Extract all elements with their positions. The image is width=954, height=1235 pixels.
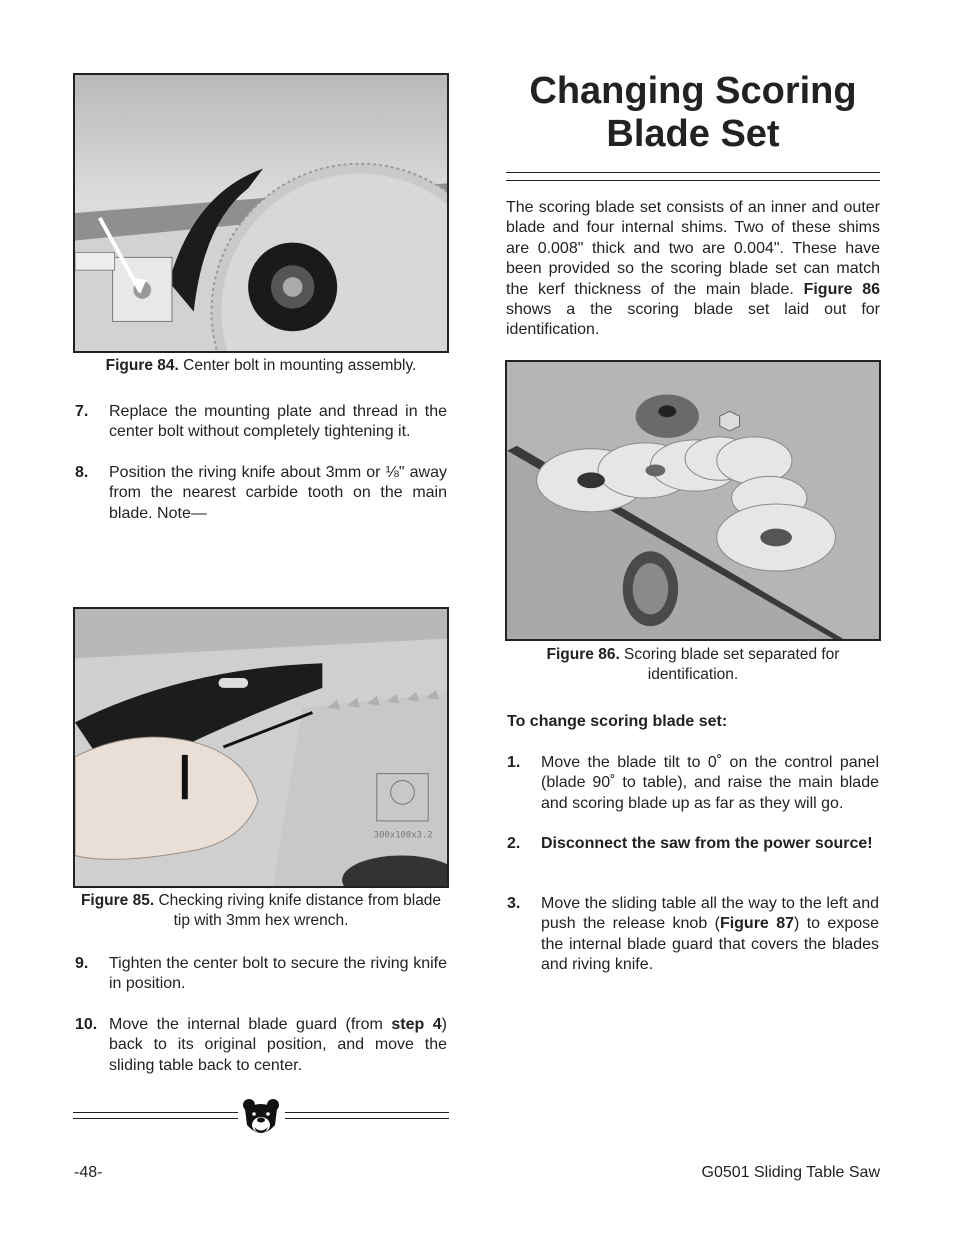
procedure-step-2-text: Disconnect the saw from the power source! [541, 835, 873, 852]
intro-text-b: shows a the scoring blade set laid out for identification. [506, 301, 880, 339]
procedure-step-3-number: 3. [507, 895, 521, 912]
procedure-step-3 [507, 894, 879, 978]
step-9 [75, 954, 447, 998]
step-10-text-a: Move the internal blade guard (from [109, 1016, 392, 1033]
blade-stamp-text: 300x100x3.2 [373, 830, 433, 841]
logo-divider-left-top [73, 1112, 238, 1113]
step-7-number: 7. [75, 403, 89, 420]
step-10 [75, 1015, 447, 1079]
procedure-step-3-text [541, 894, 879, 976]
step-7-text: Replace the mounting plate and thread in the center bolt without completely tightening it. [109, 403, 447, 441]
procedure-step-1-number: 1. [507, 754, 521, 771]
step-10-text [109, 1015, 447, 1076]
page-number: -48- [74, 1164, 103, 1181]
manual-title: G0501 Sliding Table Saw [701, 1164, 880, 1181]
figure-84-photo [73, 73, 449, 353]
figure-84-label: Figure 84. [105, 357, 179, 374]
step-9-text: Tighten the center bolt to secure the riving knife in position. [109, 955, 447, 993]
figure-84-text: Center bolt in mounting assembly. [178, 357, 417, 374]
figure-86-caption [505, 645, 881, 685]
page-title [506, 70, 880, 156]
title-rule-top [506, 172, 880, 173]
step-9-number: 9. [75, 955, 89, 972]
procedure-step-3-text-a: Move the sliding table all the way to the left and push the release knob ( [541, 895, 879, 933]
figure-84-caption [73, 356, 449, 376]
step-8 [75, 463, 447, 527]
bear-logo-icon [240, 1097, 282, 1139]
figure-85-label: Figure 85. [80, 892, 155, 909]
procedure-step-1 [507, 753, 879, 817]
figure-86-photo [505, 360, 881, 641]
figure-86-text: Scoring blade set separated for identification. [619, 646, 840, 683]
intro-paragraph [506, 198, 880, 341]
logo-divider-right-bottom [285, 1118, 449, 1119]
figure-85-photo [73, 607, 449, 888]
figure-85-text: Checking riving knife distance from blade tip with 3mm hex wrench. [154, 892, 442, 929]
page-title-line-1: Changing Scoring [529, 70, 857, 112]
procedure-step-3-figure-ref: Figure 87 [719, 915, 794, 933]
intro-figure-ref: Figure 86 [803, 280, 880, 298]
step-8-text: Position the riving knife about 3mm or ⅛" away from the nearest carbide tooth on the main blade. Note— [109, 464, 447, 522]
procedure-step-2 [507, 834, 879, 878]
logo-divider-left-bottom [73, 1118, 238, 1119]
procedure-step-2-number: 2. [507, 835, 521, 852]
step-10-step-ref: step 4 [391, 1016, 442, 1033]
step-7 [75, 402, 447, 446]
title-rule-bottom [506, 180, 880, 181]
logo-divider-right-top [285, 1112, 449, 1113]
figure-85-caption [73, 891, 449, 931]
figure-86-label: Figure 86. [546, 646, 620, 663]
procedure-title: To change scoring blade set: [507, 713, 728, 730]
step-10-text-b: ) back to its original position, and move the sliding table back to center. [109, 1016, 447, 1074]
procedure-step-1-text: Move the blade tilt to 0˚ on the control panel (blade 90˚ to table), and raise the main blade and scoring blade up as far as they will go. [541, 754, 879, 812]
step-8-number: 8. [75, 464, 89, 481]
procedure-step-3-text-b: ) to expose the internal blade guard that covers the blades and riving knife. [541, 915, 880, 974]
step-10-number: 10. [75, 1016, 98, 1033]
intro-text-a: The scoring blade set consists of an inner and outer blade and four internal shims. Two of these shims are 0.008" thick and two are 0.004". These have been provided so the scoring blade set can match the kerf thickness of the main blade. [506, 199, 880, 298]
page-title-line-2: Blade Set [606, 113, 780, 155]
